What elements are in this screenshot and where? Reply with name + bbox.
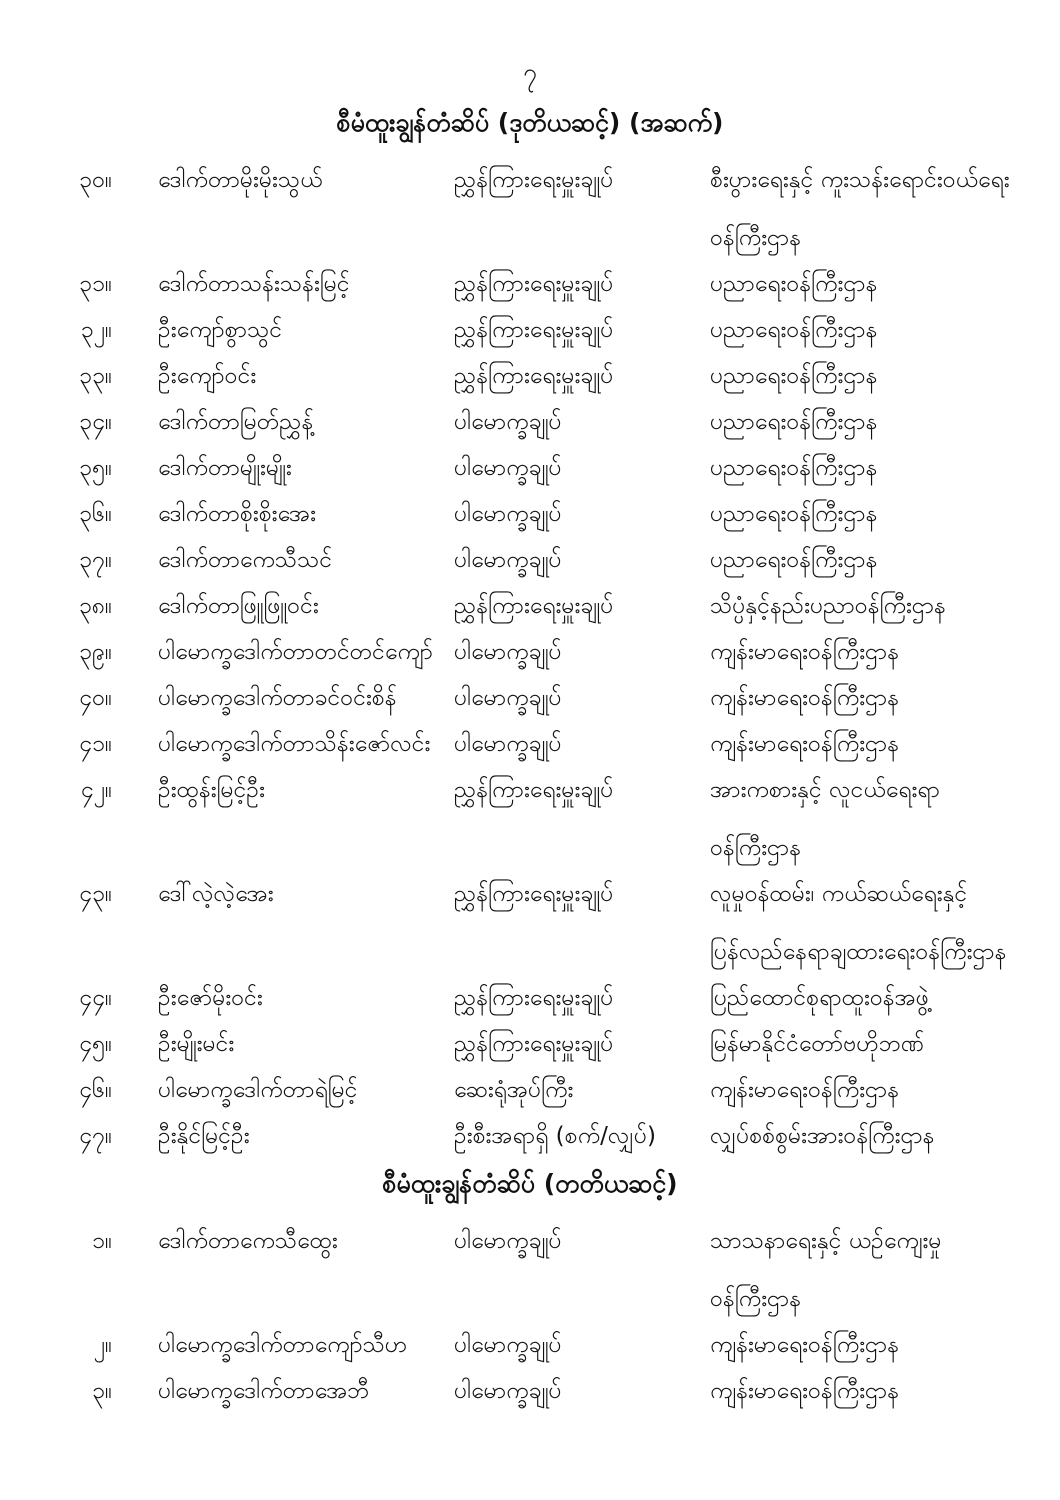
row-number: ၃၉။ [79,639,112,665]
ministry-line: ပညာရေးဝန်ကြီးဌာန [710,317,878,343]
table-row [0,1225,1060,1316]
recipient-position: ပါမောက္ခချုပ် [454,455,562,481]
recipient-name: ဒေါက်တာမိုးမိုးသွယ် [158,167,323,193]
recipient-ministry [710,268,1022,301]
recipient-position: ညွှန်ကြားရေးမှူးချုပ် [454,363,614,389]
recipient-name: ဒေါက်တာဖြူဖြူဝင်း [158,593,319,619]
table-row [0,1329,1060,1362]
ministry-line: ကျန်းမာရေးဝန်ကြီးဌာန [710,639,900,665]
recipient-position: ဦးစီးအရာရှိ (စက်/လျှပ်) [454,1123,657,1149]
recipient-name: ဦးနိုင်မြင့်ဦး [158,1123,250,1149]
ministry-line: ဝန်ကြီးဌာန [710,1286,802,1312]
table-row [0,1028,1060,1061]
table-row [0,544,1060,577]
row-number: ၄၃။ [79,881,112,907]
row-number: ၃၂။ [80,317,112,343]
recipient-name: ဒေါက်တာမြတ်ညွှန့် [158,409,314,435]
ministry-line: သိပ္ပံနှင့်နည်းပညာဝန်ကြီးဌာန [710,593,946,619]
recipient-position: ပါမောက္ခချုပ် [454,547,562,573]
recipient-ministry [710,636,1022,669]
table-row [0,1375,1060,1408]
row-number: ၃၁။ [79,271,112,297]
ministry-line: ကျန်းမာရေးဝန်ကြီးဌာန [710,685,900,711]
recipient-ministry [710,164,1022,255]
medal-section [0,1167,1060,1408]
recipient-ministry [710,1225,1022,1316]
ministry-line: ပညာရေးဝန်ကြီးဌာန [710,409,878,435]
table-row [0,590,1060,623]
recipient-name: ပါမောက္ခဒေါက်တာရဲမြင့် [158,1077,358,1103]
recipient-name: ဒေါက်တာသန်းသန်းမြင့် [158,271,350,297]
recipient-position: ညွှန်ကြားရေးမှူးချုပ် [454,593,614,619]
recipient-ministry [710,544,1022,577]
ministry-line: ကျန်းမာရေးဝန်ကြီးဌာန [710,731,900,757]
row-number: ၄၆။ [79,1077,112,1103]
recipient-ministry [710,682,1022,715]
ministry-line: စီးပွားရေးနှင့် ကူးသန်းရောင်းဝယ်ရေး [710,167,1010,193]
recipient-position: ညွှန်ကြားရေးမှူးချုပ် [454,271,614,297]
ministry-line: ကျန်းမာရေးဝန်ကြီးဌာန [710,1332,900,1358]
recipient-ministry [710,1074,1022,1107]
ministry-line: ပညာရေးဝန်ကြီးဌာန [710,547,878,573]
ministry-line: ကျန်းမာရေးဝန်ကြီးဌာန [710,1077,900,1103]
recipient-name: ဒေါက်တာစိုးစိုးအေး [158,501,317,527]
recipient-ministry [710,360,1022,393]
section-rows [0,1225,1060,1408]
table-row [0,268,1060,301]
recipient-ministry [710,1329,1022,1362]
row-number: ၄၀။ [79,685,112,711]
ministry-line: ပြည်ထောင်စုရာထူးဝန်အဖွဲ့ [710,985,929,1011]
row-number: ၂။ [93,1332,112,1358]
section-title: စီမံထူးချွန်တံဆိပ် (တတိယဆင့်) [382,1169,678,1198]
ministry-line: ပညာရေးဝန်ကြီးဌာန [710,455,878,481]
recipient-position: ညွှန်ကြားရေးမှူးချုပ် [454,985,614,1011]
recipient-name: ဦးဇော်မိုးဝင်း [158,985,263,1011]
recipient-position: ညွှန်ကြားရေးမှူးချုပ် [454,881,614,907]
ministry-line: ပညာရေးဝန်ကြီးဌာန [710,271,878,297]
section-title: စီမံထူးချွန်တံဆိပ် (ဒုတိယဆင့်) (အဆက်) [336,108,724,137]
row-number: ၃၄။ [79,409,112,435]
recipient-ministry [710,1028,1022,1061]
recipient-ministry [710,314,1022,347]
recipient-ministry [710,1120,1022,1153]
recipient-position: ပါမောက္ခချုပ် [454,1228,562,1254]
row-number: ၁။ [92,1228,112,1254]
recipient-ministry [710,774,1022,865]
ministry-line: ပညာရေးဝန်ကြီးဌာန [710,363,878,389]
table-row [0,1074,1060,1107]
recipient-name: ဦးကျော်ဝင်း [158,363,257,389]
row-number: ၄၁။ [79,731,112,757]
ministry-line: သာသနာရေးနှင့် ယဉ်ကျေးမှု [710,1228,942,1254]
table-row [0,1120,1060,1153]
table-row [0,636,1060,669]
recipient-position: ပါမောက္ခချုပ် [454,685,562,711]
recipient-position: ပါမောက္ခချုပ် [454,731,562,757]
ministry-line: လူမှုဝန်ထမ်း၊ ကယ်ဆယ်ရေးနှင့် [710,881,968,907]
table-row [0,878,1060,969]
recipient-position: ဆေးရုံအုပ်ကြီး [454,1077,574,1103]
table-row [0,360,1060,393]
recipient-position: ပါမောက္ခချုပ် [454,1332,562,1358]
ministry-line: ပညာရေးဝန်ကြီးဌာန [710,501,878,527]
table-row [0,164,1060,255]
recipient-position: ညွှန်ကြားရေးမှူးချုပ် [454,1031,614,1057]
recipient-name: ဒေါက်တာကေသီသင် [158,547,333,573]
table-row [0,406,1060,439]
recipient-ministry [710,452,1022,485]
ministry-line: ကျန်းမာရေးဝန်ကြီးဌာန [710,1378,900,1404]
sections-container [0,106,1060,1408]
table-row [0,498,1060,531]
row-number: ၄၂။ [80,777,112,803]
recipient-ministry [710,498,1022,531]
recipient-position: ပါမောက္ခချုပ် [454,1378,562,1404]
recipient-name: ပါမောက္ခဒေါက်တာသိန်းဇော်လင်း [158,731,431,757]
recipient-ministry [710,982,1022,1015]
medal-section [0,106,1060,1153]
table-row [0,314,1060,347]
ministry-line: မြန်မာနိုင်ငံတော်ဗဟိုဘဏ် [710,1031,925,1057]
row-number: ၃၃။ [79,363,112,389]
recipient-position: ပါမောက္ခချုပ် [454,501,562,527]
recipient-name: ပါမောက္ခဒေါက်တာခင်ဝင်းစိန် [158,685,397,711]
row-number: ၃။ [92,1378,112,1404]
recipient-ministry [710,878,1022,969]
recipient-position: ညွှန်ကြားရေးမှူးချုပ် [454,167,614,193]
row-number: ၃၅။ [79,455,112,481]
recipient-name: ပါမောက္ခဒေါက်တာတင်တင်ကျော် [158,639,433,665]
section-rows [0,164,1060,1153]
recipient-ministry [710,406,1022,439]
recipient-ministry [710,728,1022,761]
recipient-name: ဒေါက်တာမျိုးမျိုး [158,455,292,481]
ministry-line: ဝန်ကြီးဌာန [710,225,802,251]
recipient-name: ဒေါက်တာကေသီထွေး [158,1228,338,1254]
row-number: ၃၇။ [79,547,112,573]
recipient-name: ဦးမျိုးမင်း [158,1031,235,1057]
page-number: ၇ [522,58,538,87]
recipient-ministry [710,1375,1022,1408]
table-row [0,728,1060,761]
ministry-line: အားကစားနှင့် လူငယ်ရေးရာ [710,777,940,803]
recipient-name: ဒေါ်လဲ့လဲ့အေး [158,881,274,907]
row-number: ၄၄။ [79,985,112,1011]
recipient-name: ဦးထွန်းမြင့်ဦး [158,777,265,803]
table-row [0,452,1060,485]
row-number: ၃၀။ [79,167,112,193]
recipient-name: ပါမောက္ခဒေါက်တာအေဘီ [158,1378,370,1404]
recipient-position: ညွှန်ကြားရေးမှူးချုပ် [454,777,614,803]
table-row [0,682,1060,715]
ministry-line: ဝန်ကြီးဌာန [710,835,802,861]
recipient-ministry [710,590,1022,623]
row-number: ၄၅။ [79,1031,112,1057]
table-row [0,774,1060,865]
recipient-position: ပါမောက္ခချုပ် [454,409,562,435]
recipient-name: ဦးကျော်စွာသွင် [158,317,283,343]
ministry-line: ပြန်လည်နေရာချထားရေးဝန်ကြီးဌာန [710,939,1007,965]
row-number: ၄၇။ [79,1123,112,1149]
table-row [0,982,1060,1015]
row-number: ၃၈။ [78,593,112,619]
recipient-name: ပါမောက္ခဒေါက်တာကျော်သီဟ [158,1332,408,1358]
recipient-position: ညွှန်ကြားရေးမှူးချုပ် [454,317,614,343]
recipient-position: ပါမောက္ခချုပ် [454,639,562,665]
row-number: ၃၆။ [79,501,112,527]
ministry-line: လျှပ်စစ်စွမ်းအားဝန်ကြီးဌာန [710,1123,935,1149]
